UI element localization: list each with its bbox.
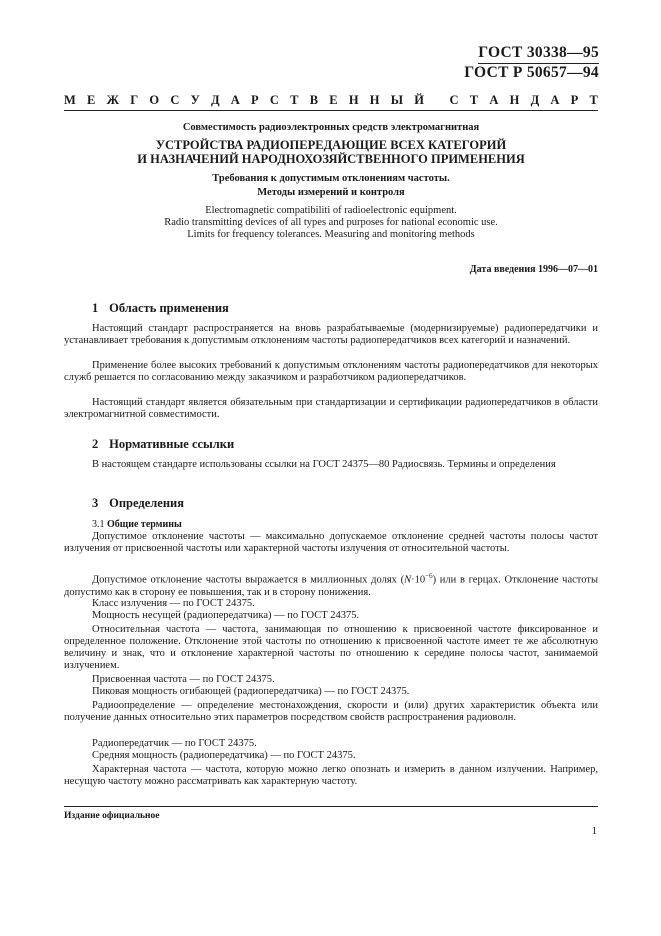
standard-designation bbox=[464, 44, 599, 81]
tolerance-exponent: −6 bbox=[425, 572, 433, 580]
title-line-1: УСТРОЙСТВА РАДИОПЕРЕДАЮЩИЕ ВСЕХ КАТЕГОРИЙ bbox=[155, 138, 507, 152]
section-1-paragraph-2: Применение более высоких требований к допустимым отклонениям частоты радиопередатчиков для некоторых служб решается по согласованию между заказчиком и разработчиком радиопередатчиков. bbox=[64, 360, 598, 383]
banner-letter: С bbox=[449, 93, 459, 107]
section-2-paragraph-1: В настоящем стандарте использованы ссылки на ГОСТ 24375—80 Радиосвязь. Термины и определения bbox=[92, 459, 556, 470]
banner-letter: Й bbox=[414, 93, 424, 107]
section-3-number: 3 bbox=[92, 496, 99, 510]
gost-number: ГОСТ 30338—95 bbox=[478, 45, 599, 64]
subsection-title: Общие термины bbox=[107, 519, 182, 530]
definition-relative-frequency: Относительная частота — частота, занимающая по отношению к присвоенной частоте фиксированное и определенное положение. Отклонение этой частоты по отношению к присвоенной частоте имеет те же абсолютную величину и знак, что и отклонение характерной частоты по отношению к середине полосы частот, занимаемой излучением. bbox=[64, 624, 598, 671]
banner-letter: Ы bbox=[390, 93, 404, 107]
subsection-3-1-heading bbox=[92, 519, 182, 531]
banner-letter: С bbox=[170, 93, 180, 107]
header-rule bbox=[64, 110, 598, 111]
banner-letter: Н bbox=[369, 93, 380, 107]
banner-letter: Т bbox=[469, 93, 479, 107]
definition-peak-envelope-power: Пиковая мощность огибающей (радиопередатчика) — по ГОСТ 24375. bbox=[92, 686, 410, 697]
definition-characteristic-frequency: Характерная частота — частота, которую можно легко опознать и измерить в данном излучении. Например, несущую частоту можно рассматривать как характерную частоту. bbox=[64, 764, 598, 787]
banner-letter: Р bbox=[570, 93, 579, 107]
section-1-paragraph-1: Настоящий стандарт распространяется на вновь разрабатываемые (модернизируемые) радиопередатчики и устанавливает требования к допустимым отклонениям частоты радиопередатчиков всех категорий и назначений. bbox=[64, 323, 598, 346]
english-line-2: Radio transmitting devices of all types and purposes for national economic use. bbox=[164, 217, 498, 228]
banner-letter: С bbox=[269, 93, 279, 107]
banner-letter: А bbox=[489, 93, 499, 107]
english-line-3: Limits for frequency tolerances. Measuring and monitoring methods bbox=[187, 229, 475, 240]
document-subtitle bbox=[64, 172, 598, 200]
footer-rule bbox=[64, 806, 598, 807]
english-title bbox=[64, 205, 598, 241]
definition-frequency-tolerance: Допустимое отклонение частоты — максимально допускаемое отклонение средней частоты полосы частот излучения от присвоенной частоты или характерной частоты излучения от относительной частоты. bbox=[64, 531, 598, 554]
definition-emission-class: Класс излучения — по ГОСТ 24375. bbox=[92, 598, 255, 609]
introduction-date: Дата введения 1996—07—01 bbox=[469, 264, 598, 275]
gost-r-number: ГОСТ Р 50657—94 bbox=[464, 64, 599, 81]
page-number: 1 bbox=[591, 825, 597, 837]
banner-letter: В bbox=[309, 93, 319, 107]
subsection-number: 3.1 bbox=[92, 519, 105, 530]
banner-letter: Ж bbox=[106, 93, 119, 107]
tolerance-multiplier: ·10 bbox=[411, 574, 426, 586]
banner-letter: Н bbox=[348, 93, 359, 107]
banner-letter: У bbox=[190, 93, 200, 107]
definition-mean-power: Средняя мощность (радиопередатчика) — по ГОСТ 24375. bbox=[92, 750, 356, 761]
official-edition-label: Издание официальное bbox=[64, 811, 160, 821]
banner-letter: Д bbox=[530, 93, 540, 107]
banner-letter: Е bbox=[329, 93, 338, 107]
banner-letter: Т bbox=[290, 93, 299, 107]
banner-letter: Р bbox=[251, 93, 259, 107]
section-1-number: 1 bbox=[92, 301, 99, 315]
interstate-standard-banner bbox=[64, 93, 598, 107]
banner-letter: Н bbox=[509, 93, 520, 107]
definition-radio-transmitter: Радиопередатчик — по ГОСТ 24375. bbox=[92, 738, 257, 749]
section-2-title: Нормативные ссылки bbox=[109, 437, 235, 451]
english-line-1: Electromagnetic compatibiliti of radioelectronic equipment. bbox=[205, 205, 457, 216]
banner-letter: Т bbox=[589, 93, 598, 107]
definition-assigned-frequency: Присвоенная частота — по ГОСТ 24375. bbox=[92, 674, 275, 685]
title-line-2: И НАЗНАЧЕНИЙ НАРОДНОХОЗЯЙСТВЕННОГО ПРИМЕНЕНИЯ bbox=[137, 151, 525, 166]
banner-letter: Г bbox=[130, 93, 139, 107]
section-1-heading bbox=[92, 301, 229, 316]
tolerance-symbol-n: N bbox=[404, 574, 412, 586]
definition-tolerance-units bbox=[64, 570, 598, 599]
subtitle-line-1: Требования к допустимым отклонениям частоты. bbox=[212, 173, 450, 184]
banner-letter: Е bbox=[87, 93, 96, 107]
tolerance-text-a: Допустимое отклонение частоты выражается в миллионных долях ( bbox=[92, 574, 405, 586]
banner-letter bbox=[435, 93, 438, 107]
banner-letter: Д bbox=[210, 93, 220, 107]
section-3-heading bbox=[92, 496, 184, 511]
compatibility-line: Совместимость радиоэлектронных средств электромагнитная bbox=[182, 122, 480, 133]
section-2-number: 2 bbox=[92, 437, 99, 451]
banner-letter: А bbox=[230, 93, 240, 107]
banner-letter: М bbox=[64, 93, 76, 107]
banner-letter: А bbox=[550, 93, 560, 107]
subtitle-line-2: Методы измерений и контроля bbox=[257, 187, 405, 198]
section-3-title: Определения bbox=[109, 496, 184, 510]
banner-letter: О bbox=[149, 93, 160, 107]
section-1-title: Область применения bbox=[109, 301, 229, 315]
definition-carrier-power: Мощность несущей (радиопередатчика) — по ГОСТ 24375. bbox=[92, 610, 360, 621]
section-2-heading bbox=[92, 437, 234, 452]
tolerance-text-b: ) или в герцах. Отклонение частоты допустимо как в сторону ее повышения, так и в сторону понижения. bbox=[64, 574, 598, 598]
definition-radiodetermination: Радиоопределение — определение местонахождения, скорости и (или) других характеристик объекта или получение данных относительно этих параметров посредством свойств распространения радиоволн. bbox=[64, 700, 598, 723]
section-1-paragraph-3: Настоящий стандарт является обязательным при стандартизации и сертификации радиопередатчиков в области электромагнитной совместимости. bbox=[64, 397, 598, 420]
document-title bbox=[64, 139, 598, 166]
